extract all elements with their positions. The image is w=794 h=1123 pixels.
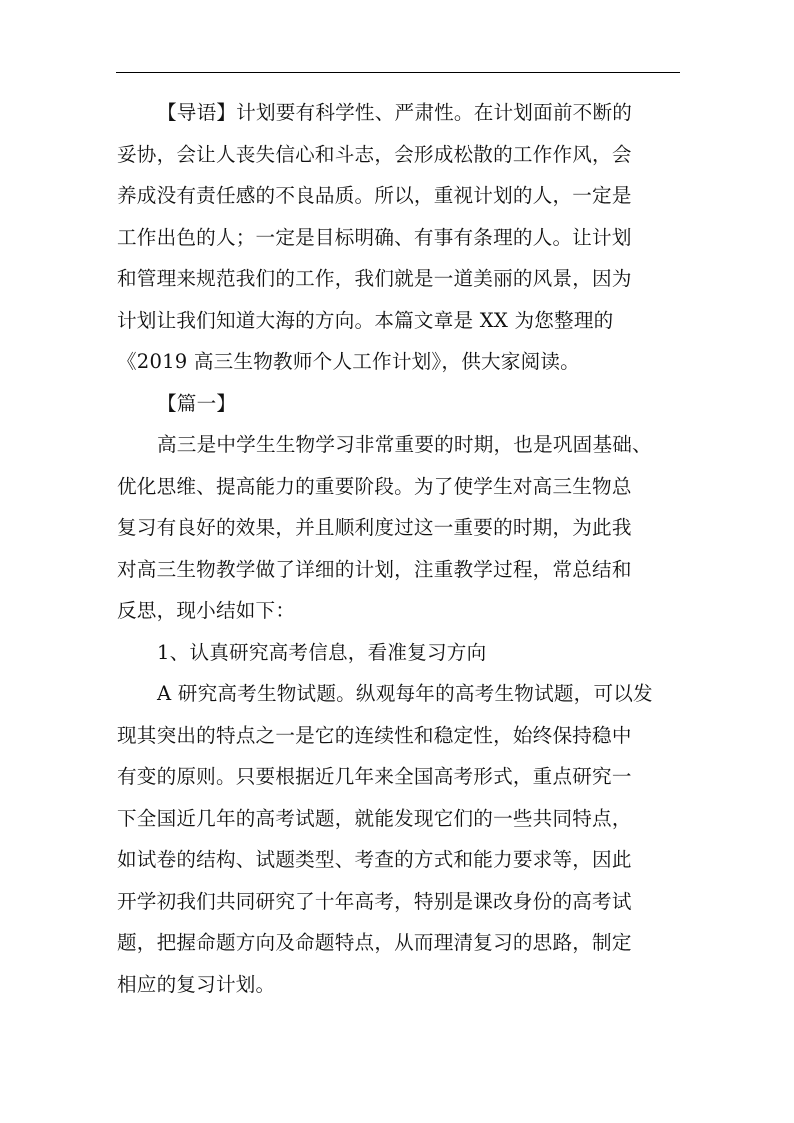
intro-line: 工作出色的人；一定是目标明确、有事有条理的人。让计划	[117, 225, 632, 249]
intro-paragraph	[117, 92, 679, 383]
paragraph-line: 复习有良好的效果，并且顺利度过这一重要的时期，为此我	[117, 516, 632, 539]
paragraph-2	[117, 673, 679, 1005]
header-rule	[116, 72, 680, 73]
paragraph-line: 如试卷的结构、试题类型、考查的方式和能力要求等，因此	[117, 848, 632, 871]
paragraph-line: A 研究高考生物试题。纵观每年的高考生物试题，可以发	[157, 682, 653, 705]
paragraph-line: 对高三生物教学做了详细的计划，注重教学过程，常总结和	[117, 557, 632, 581]
intro-line: 《2019 高三生物教师个人工作计划》，供大家阅读。	[117, 350, 580, 373]
intro-line: 和管理来规范我们的工作，我们就是一道美丽的风景，因为	[117, 267, 632, 290]
intro-line: 【导语】计划要有科学性、严肃性。在计划面前不断的	[157, 101, 633, 124]
intro-line: 养成没有责任感的不良品质。所以，重视计划的人，一定是	[117, 184, 632, 207]
paragraph-line: 优化思维、提高能力的重要阶段。为了使学生对高三生物总	[117, 474, 632, 498]
section-heading: 【篇一】	[157, 391, 237, 415]
paragraph-line: 高三是中学生生物学习非常重要的时期，也是巩固基础、	[157, 433, 652, 456]
paragraph-1	[117, 424, 679, 632]
paragraph-line: 现其突出的特点之一是它的连续性和稳定性，始终保持稳中	[117, 723, 632, 747]
intro-line: 妥协，会让人丧失信心和斗志，会形成松散的工作作风，会	[117, 142, 632, 166]
paragraph-line: 相应的复习计划。	[117, 972, 276, 996]
paragraph-line: 下全国近几年的高考试题，就能发现它们的一些共同特点，	[117, 806, 632, 830]
paragraph-line: 题，把握命题方向及命题特点，从而理清复习的思路，制定	[117, 931, 632, 954]
item-1-heading: 1、认真研究高考信息，看准复习方向	[157, 640, 487, 664]
paragraph-line: 开学初我们共同研究了十年高考，特别是课改身份的高考试	[117, 889, 632, 913]
intro-line: 计划让我们知道大海的方向。本篇文章是 XX 为您整理的	[117, 308, 614, 332]
document-body	[117, 92, 679, 1005]
paragraph-line: 反思，现小结如下：	[117, 599, 296, 622]
paragraph-line: 有变的原则。只要根据近几年来全国高考形式，重点研究一	[117, 765, 632, 788]
